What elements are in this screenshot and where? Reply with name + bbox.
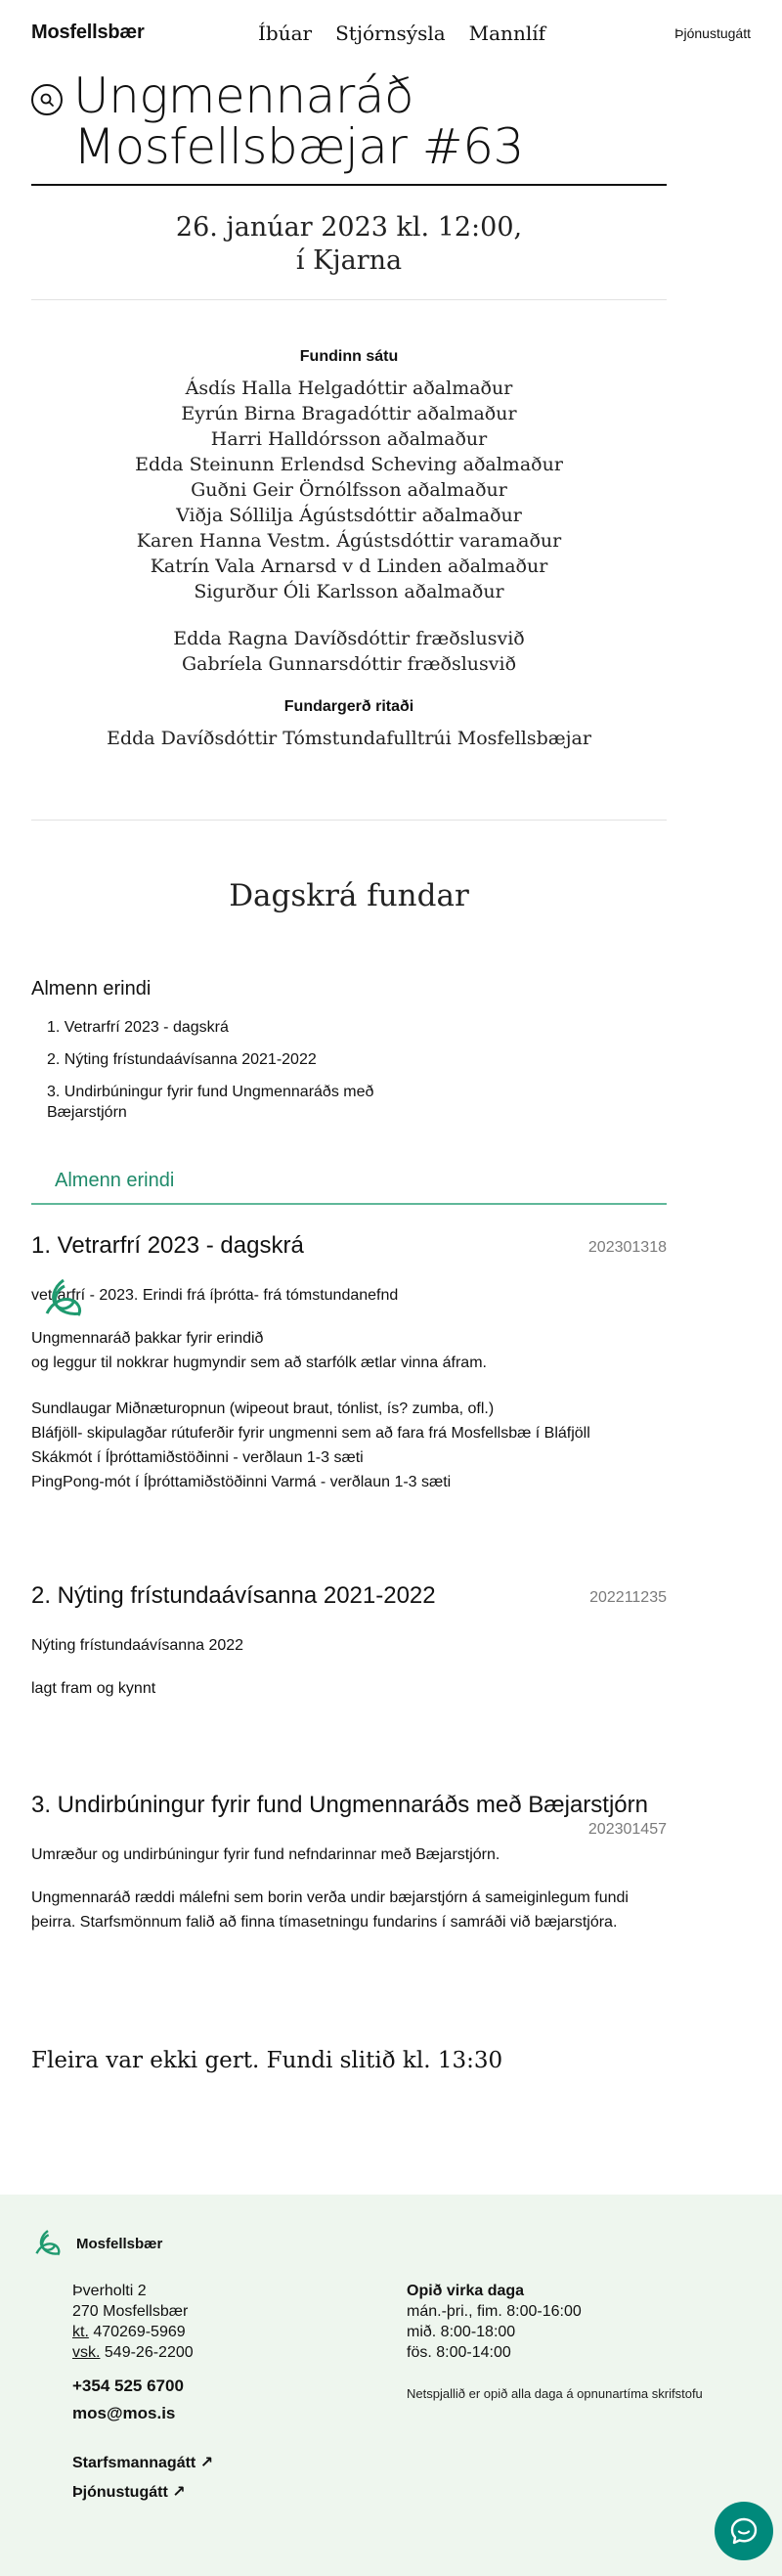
toc-heading: Almenn erindi <box>31 978 152 999</box>
closing-statement: Fleira var ekki gert. Fundi slitið kl. 13:30 <box>31 2048 503 2073</box>
item-subtitle: Umræður og undirbúningur fyrir fund nefndarinnar með Bæjarstjórn. <box>31 1846 500 1863</box>
chat-note: Netspjallið er opið alla daga á opnunartíma skrifstofu <box>407 2386 703 2401</box>
item-paragraph: lagt fram og kynnt <box>31 1680 156 1697</box>
page-title: Ungmennaráð Mosfellsbæjar #63 <box>73 67 524 175</box>
agenda-toc <box>47 1017 379 1134</box>
vsk-label: vsk. <box>72 2344 101 2361</box>
text-line: Sundlaugar Miðnæturopnun (wipeout braut, tónlist, ís? zumba, ofl.) <box>31 1400 495 1417</box>
title-divider <box>31 184 667 186</box>
footer-logo[interactable] <box>31 2228 162 2259</box>
text-line: PingPong-mót í Íþróttamiðstöðinni Varmá - verðlaun 1-3 sæti <box>31 1474 452 1490</box>
opening-hours <box>407 2281 582 2363</box>
text-line: Skákmót í Íþróttamiðstöðinni - verðlaun 1-3 sæti <box>31 1449 364 1466</box>
meeting-date <box>31 211 667 278</box>
site-logo[interactable]: Mosfellsbær <box>31 22 145 43</box>
section-divider <box>31 1203 667 1205</box>
vsk-line <box>72 2342 194 2363</box>
item-subtitle: Nýting frístundaávísanna 2022 <box>31 1637 244 1654</box>
kt-value: 470269-5969 <box>88 2324 186 2340</box>
case-number[interactable]: 202301457 <box>587 1821 667 1838</box>
text-line: Ungmennaráð þakkar fyrir erindið <box>31 1330 264 1347</box>
text-line: Bláfjöll- skipulagðar rútuferðir fyrir ungmenni sem að fara frá Mosfellsbæ í Bláfjöll <box>31 1425 590 1442</box>
chat-button[interactable] <box>715 2502 773 2560</box>
meeting-place-line: í Kjarna <box>295 245 403 276</box>
member-row: Eyrún Birna Bragadóttir aðalmaður <box>181 403 517 424</box>
minutes-by: Edda Davíðsdóttir Tómstundafulltrúi Mosfellsbæjar <box>107 728 591 749</box>
service-portal-link[interactable]: Þjónustugátt ↗ <box>72 2484 186 2501</box>
toc-link[interactable]: 3. Undirbúningur fyrir fund Ungmennaráðs með Bæjarstjórn <box>47 1084 374 1121</box>
minutes-heading: Fundargerð ritaði <box>283 698 414 715</box>
item-title: 2. Nýting frístundaávísanna 2021-2022 <box>31 1582 436 1609</box>
divider <box>31 820 667 821</box>
hours-heading: Opið virka daga <box>407 2283 525 2299</box>
vsk-value: 549-26-2200 <box>100 2344 194 2361</box>
agenda-title: Dagskrá fundar <box>229 878 469 913</box>
hours-line: mið. 8:00-18:00 <box>407 2324 516 2340</box>
kt-line <box>72 2322 194 2342</box>
mosfellsbaer-logo-icon <box>39 1276 88 1326</box>
item-paragraph <box>31 1326 667 1375</box>
chat-bubble-icon <box>729 2516 759 2546</box>
address-line: Þverholti 2 <box>72 2283 147 2299</box>
item-subtitle: vetrarfrí - 2023. Erindi frá íþrótta- frá tómstundanefnd <box>31 1287 399 1304</box>
nav-item-administration[interactable]: Stjórnsýsla <box>335 22 446 45</box>
attendance-block <box>31 348 667 751</box>
nav-item-residents[interactable]: Íbúar <box>258 22 313 45</box>
member-row: Katrín Vala Arnarsd v d Linden aðalmaður <box>150 555 548 577</box>
kt-label: kt. <box>72 2324 89 2340</box>
toc-link[interactable]: 2. Nýting frístundaávísanna 2021-2022 <box>47 1051 317 1068</box>
footer-address <box>72 2281 194 2363</box>
member-row: Harri Halldórsson aðalmaður <box>210 428 488 450</box>
search-button[interactable] <box>31 84 63 115</box>
section-tab[interactable]: Almenn erindi <box>55 1170 175 1191</box>
text-line: og leggur til nokkrar hugmyndir sem að starfólk ætlar vinna áfram. <box>31 1355 487 1371</box>
meeting-date-line: 26. janúar 2023 kl. 12:00, <box>175 212 523 243</box>
case-number[interactable]: 202211235 <box>589 1589 667 1606</box>
nav-item-culture[interactable]: Mannlíf <box>468 22 546 45</box>
item-paragraph <box>31 1397 667 1494</box>
search-icon <box>39 92 55 108</box>
member-row: Karen Hanna Vestm. Ágústsdóttir varamaður <box>136 530 562 552</box>
staff-portal-link[interactable]: Starfsmannagátt ↗ <box>72 2455 214 2471</box>
footer-links <box>72 2453 213 2511</box>
expert-row: Gabríela Gunnarsdóttir fræðslusvið <box>181 653 517 675</box>
main-nav <box>258 22 545 45</box>
service-portal-link[interactable]: Þjónustugátt <box>674 25 751 41</box>
divider <box>31 299 667 300</box>
hours-line: fös. 8:00-14:00 <box>407 2344 511 2361</box>
hours-line: mán.-þri., fim. 8:00-16:00 <box>407 2303 582 2320</box>
site-header <box>0 0 782 68</box>
member-row: Viðja Sóllilja Ágústsdóttir aðalmaður <box>176 505 522 526</box>
attendance-heading: Fundinn sátu <box>299 348 399 365</box>
footer-phone[interactable]: +354 525 6700 <box>72 2376 184 2395</box>
item-paragraph: Ungmennaráð ræddi málefni sem borin verða undir bæjarstjórn á sameiginlegum fundi þeirra. Starfsmönnum falið að finna tímasetningu fundarins í samráði við bæjarstjóra. <box>31 1889 629 1931</box>
member-row: Edda Steinunn Erlendsd Scheving aðalmaður <box>135 454 563 475</box>
footer-logo-text: Mosfellsbær <box>76 2235 163 2252</box>
item-title: 1. Vetrarfrí 2023 - dagskrá <box>31 1232 304 1259</box>
expert-row: Edda Ragna Davíðsdóttir fræðslusvið <box>173 628 525 649</box>
case-number[interactable]: 202301318 <box>587 1239 667 1256</box>
member-row: Guðni Geir Örnólfsson aðalmaður <box>191 479 507 501</box>
item-title: 3. Undirbúningur fyrir fund Ungmennaráðs með Bæjarstjórn <box>31 1792 648 1818</box>
footer-email[interactable]: mos@mos.is <box>72 2404 176 2422</box>
mosfellsbaer-logo-icon <box>31 2228 65 2259</box>
site-footer <box>0 2195 782 2576</box>
member-row: Sigurður Óli Karlsson aðalmaður <box>194 581 504 602</box>
toc-link[interactable]: 1. Vetrarfrí 2023 - dagskrá <box>47 1019 229 1036</box>
member-row: Ásdís Halla Helgadóttir aðalmaður <box>185 378 513 399</box>
postal-line: 270 Mosfellsbær <box>72 2303 189 2320</box>
